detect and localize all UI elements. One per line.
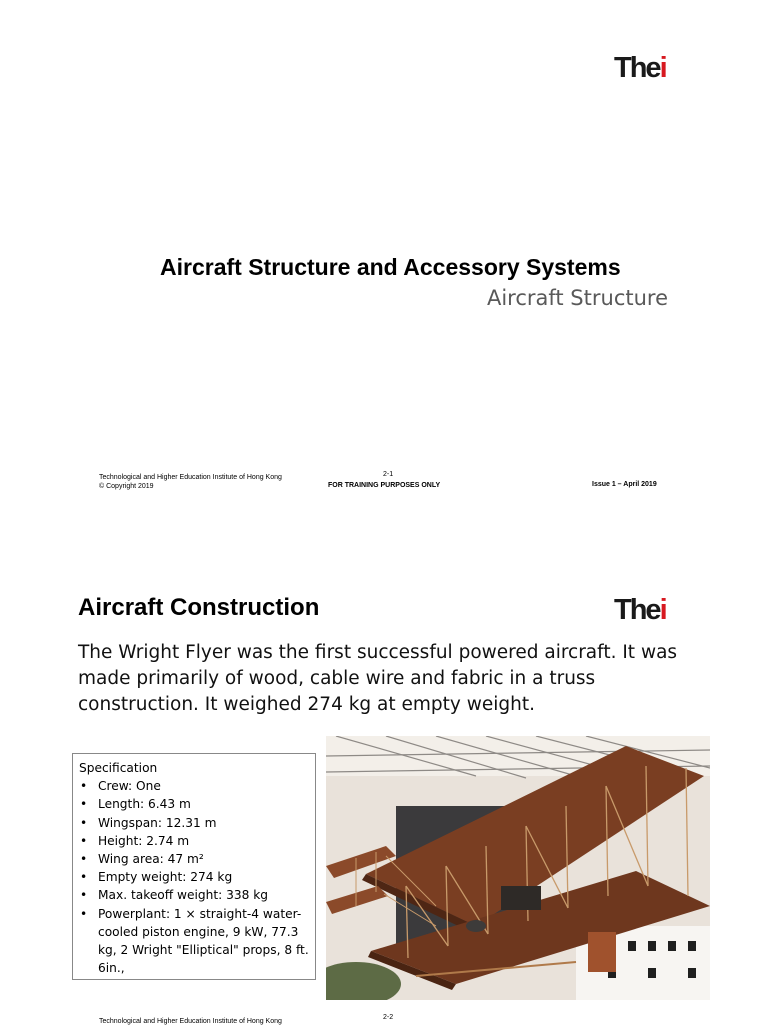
slide-title-page	[0, 0, 768, 512]
specification-box	[72, 753, 316, 980]
spec-item: • Max. takeoff weight: 338 kg	[79, 886, 309, 904]
footer-page-number: 2-1	[383, 471, 394, 478]
wright-flyer-photo	[326, 736, 710, 1000]
thei-logo: Thei	[614, 594, 666, 626]
spec-heading: Specification	[79, 761, 158, 775]
spec-item: • Empty weight: 274 kg	[79, 868, 309, 886]
spec-item: • Powerplant: 1 × straight-4 water-cooled piston engine, 9 kW, 77.3 kg, 2 Wright "Elliptical" props, 8 ft. 6in.,	[79, 905, 309, 978]
course-title: Aircraft Structure and Accessory Systems	[160, 254, 621, 280]
footer-page-number: 2-2	[383, 1014, 394, 1021]
footer-institute: Technological and Higher Education Institute of Hong Kong	[99, 1018, 282, 1025]
footer-notice: FOR TRAINING PURPOSES ONLY	[328, 482, 441, 489]
slide-aircraft-construction	[0, 512, 768, 1024]
spec-list	[79, 777, 309, 977]
spec-item: • Height: 2.74 m	[79, 832, 309, 850]
slide-body-text: The Wright Flyer was the first successful powered aircraft. It was made primarily of wood, cable wire and fabric in a truss construction. It weighed 274 kg at empty weight.	[78, 642, 678, 715]
spec-item: • Length: 6.43 m	[79, 795, 309, 813]
chapter-title: Aircraft Structure	[486, 286, 668, 310]
footer-institute: Technological and Higher Education Institute of Hong Kong © Copyright 2019	[99, 474, 282, 490]
spec-item: • Crew: One	[79, 777, 309, 795]
spec-item: • Wing area: 47 m²	[79, 850, 309, 868]
spec-item: • Wingspan: 12.31 m	[79, 814, 309, 832]
slide-title: Aircraft Construction	[78, 594, 320, 621]
footer-issue: Issue 1 – April 2019	[592, 481, 657, 488]
thei-logo: Thei	[614, 52, 666, 84]
